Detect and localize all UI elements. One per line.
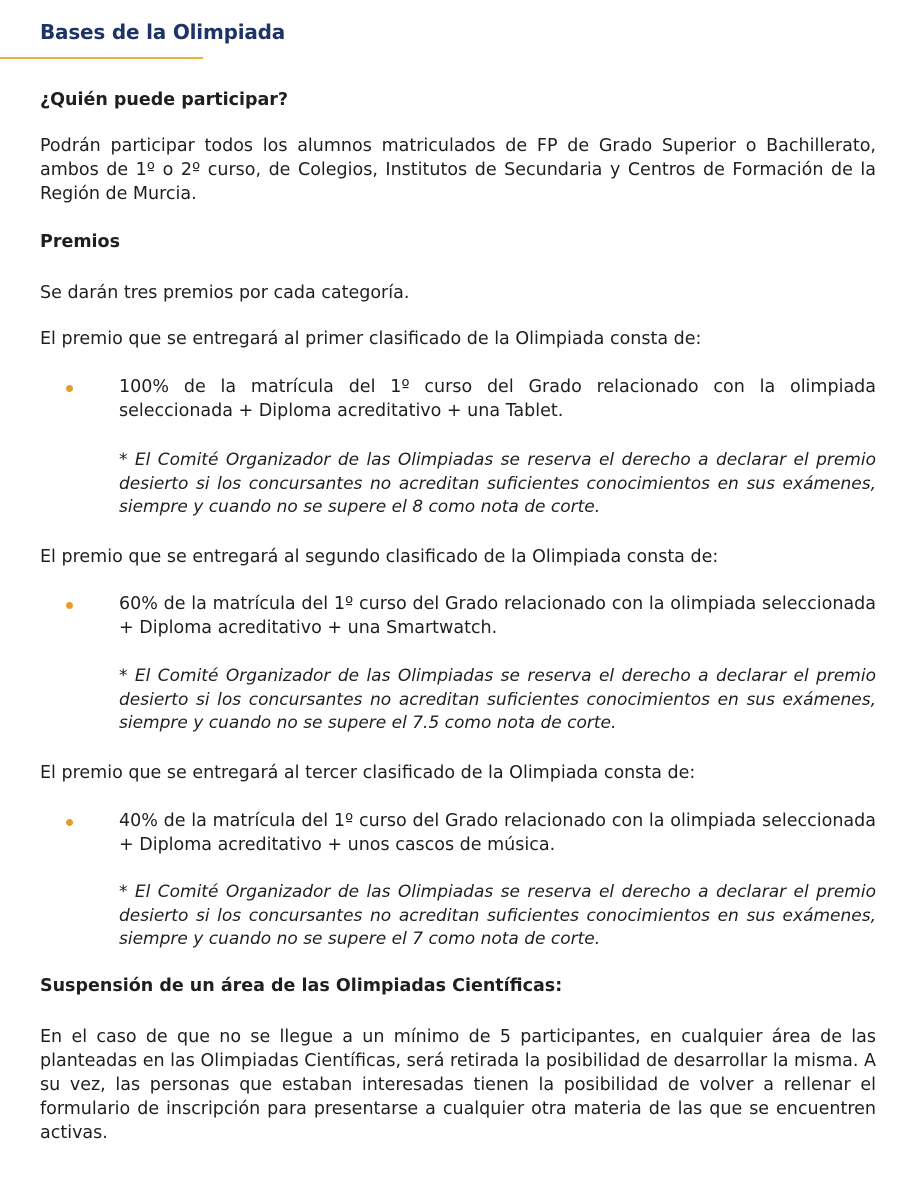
- bullet-icon: [66, 819, 73, 826]
- who-heading: ¿Quién puede participar?: [40, 90, 289, 110]
- third-prize-note: * El Comité Organizador de las Olimpiadas se reserva el derecho a declarar el premio desierto si los concursantes no acreditan suficientes conocimientos en sus exámenes, siempre y cuando no se supere el 7 como nota de corte.: [119, 882, 876, 949]
- second-prize-item: 60% de la matrícula del 1º curso del Grado relacionado con la olimpiada seleccionada + Diploma acreditativo + una Smartwatch.: [119, 594, 876, 638]
- prizes-heading: Premios: [40, 232, 120, 252]
- suspension-heading: Suspensión de un área de las Olimpiadas Científicas:: [40, 976, 563, 996]
- suspension-text: En el caso de que no se llegue a un mínimo de 5 participantes, en cualquier área de las planteadas en las Olimpiadas Científicas, será retirada la posibilidad de desarrollar la misma. A su vez, las personas que estaban interesadas tienen la posibilidad de volver a rellenar el formulario de inscripción para presentarse a cualquier otra materia de las que se encuentren activas.: [40, 1027, 876, 1143]
- third-prize-lead: El premio que se entregará al tercer clasificado de la Olimpiada consta de:: [40, 763, 696, 783]
- first-prize-note: * El Comité Organizador de las Olimpiadas se reserva el derecho a declarar el premio desierto si los concursantes no acreditan suficientes conocimientos en sus exámenes, siempre y cuando no se supere el 8 como nota de corte.: [119, 450, 876, 517]
- bullet-icon: [66, 385, 73, 392]
- bullet-icon: [66, 602, 73, 609]
- first-prize-lead: El premio que se entregará al primer clasificado de la Olimpiada consta de:: [40, 329, 702, 349]
- prizes-intro: Se darán tres premios por cada categoría.: [40, 283, 410, 303]
- second-prize-lead: El premio que se entregará al segundo clasificado de la Olimpiada consta de:: [40, 547, 719, 567]
- page-title: Bases de la Olimpiada: [40, 20, 286, 44]
- third-prize-item: 40% de la matrícula del 1º curso del Grado relacionado con la olimpiada seleccionada + Diploma acreditativo + unos cascos de música.: [119, 811, 876, 855]
- first-prize-item: 100% de la matrícula del 1º curso del Grado relacionado con la olimpiada seleccionada + Diploma acreditativo + una Tablet.: [119, 377, 876, 421]
- title-underline: [0, 57, 203, 59]
- who-text: Podrán participar todos los alumnos matriculados de FP de Grado Superior o Bachillerato, ambos de 1º o 2º curso, de Colegios, Institutos de Secundaria y Centros de Formación de la Región de Murcia.: [40, 136, 876, 204]
- second-prize-note: * El Comité Organizador de las Olimpiadas se reserva el derecho a declarar el premio desierto si los concursantes no acreditan suficientes conocimientos en sus exámenes, siempre y cuando no se supere el 7.5 como nota de corte.: [119, 666, 876, 733]
